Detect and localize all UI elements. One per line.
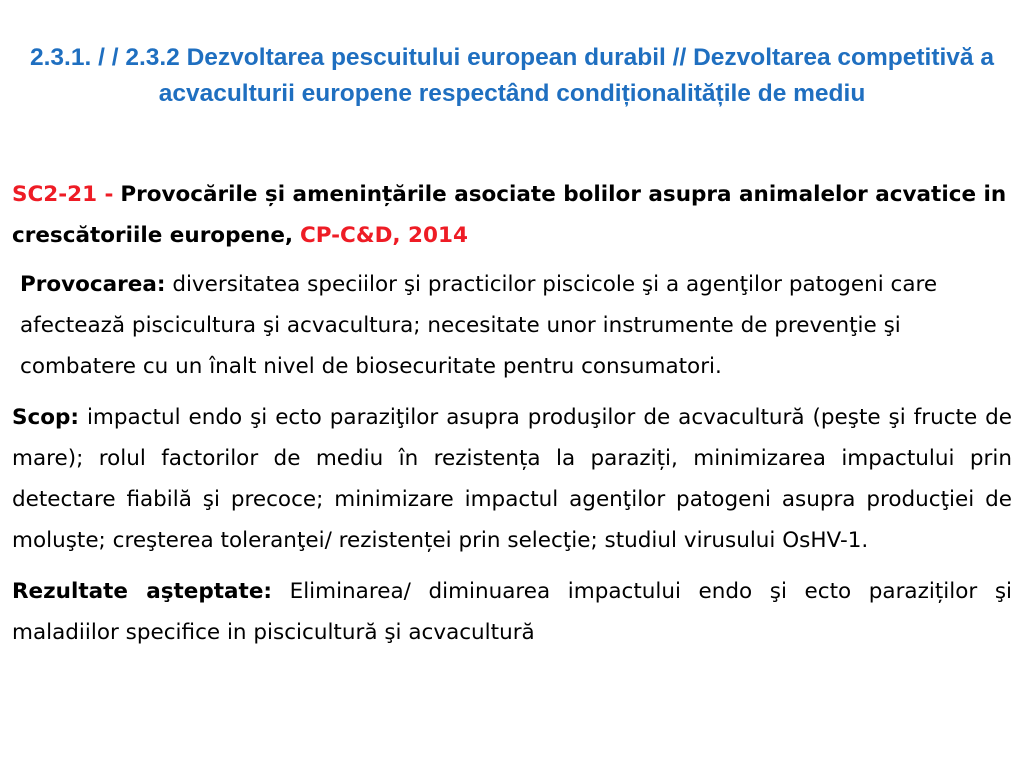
- results-text: Eliminarea/ diminuarea impactului endo şi ecto paraziților şi maladiilor specifice in piscicultură şi acvacultură: [12, 579, 1012, 645]
- call-heading: [12, 174, 1012, 256]
- challenge-label: Provocarea:: [20, 272, 166, 297]
- results-label: Rezultate aşteptate:: [12, 579, 273, 604]
- call-topic: Provocările și amenințările asociate bolilor asupra animalelor acvatice in crescătoriile europene,: [12, 182, 1007, 248]
- scope-paragraph: [12, 397, 1012, 561]
- scope-label: Scop:: [12, 405, 79, 430]
- call-type: CP-C&D, 2014: [299, 223, 468, 248]
- results-paragraph: [12, 571, 1012, 653]
- challenge-text: diversitatea speciilor şi practicilor piscicole şi a agenţilor patogeni care afectează piscicultura şi acvacultura; necesitate unor instrumente de prevenţie şi combatere cu un înalt nivel de biosecuritate pentru consumatori.: [20, 272, 938, 379]
- slide-body: [12, 174, 1012, 663]
- challenge-paragraph: [12, 264, 1012, 387]
- scope-text: impactul endo şi ecto paraziţilor asupra produşilor de acvacultură (peşte şi fructe de mare); rolul factorilor de mediu în rezistența la paraziți, minimizarea impactului prin detectare fiabilă şi precoce; minimizare impactul agenţilor patogeni asupra producţiei de moluşte; creşterea toleranţei/ rezistenței prin selecţie; studiul virusului OsHV-1.: [12, 405, 1012, 553]
- call-code: SC2-21 -: [12, 182, 114, 207]
- slide-title: 2.3.1. / / 2.3.2 Dezvoltarea pescuitului european durabil // Dezvoltarea competitivă a acvaculturii europene respectând condiționalitățile de mediu: [29, 44, 994, 107]
